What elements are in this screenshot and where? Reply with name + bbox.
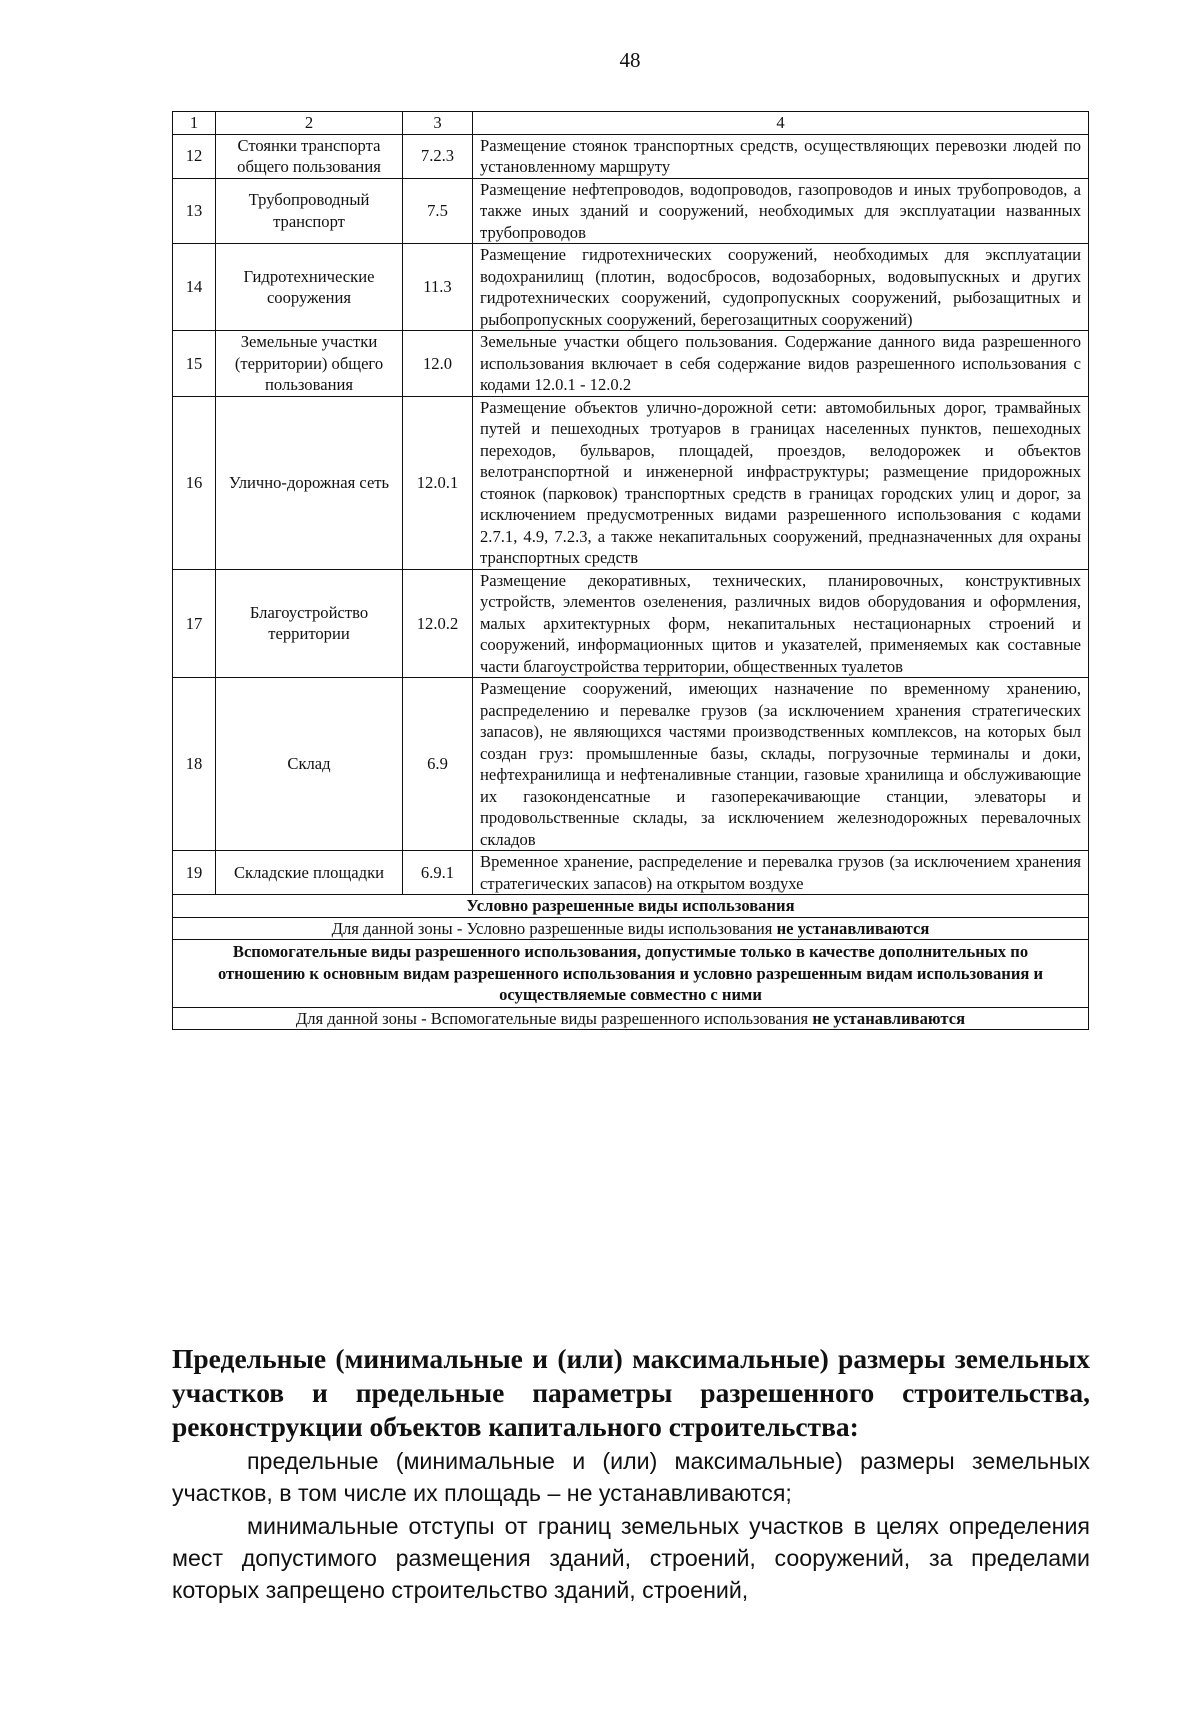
use-type-description: Размещение гидротехнических сооружений, необходимых для эксплуатации водохранилищ (плотин, водосбросов, водозаборных, водовыпускных и других гидротехнических сооружений, судопропускных сооружений, рыбозащитных и рыбопропускных сооружений, берегозащитных сооружений) (473, 244, 1089, 331)
use-type-name: Улично-дорожная сеть (216, 396, 403, 569)
table-row (173, 331, 1089, 397)
row-number: 19 (173, 851, 216, 895)
use-type-code: 12.0.1 (403, 396, 473, 569)
use-type-name: Стоянки транспорта общего пользования (216, 134, 403, 178)
row-number: 16 (173, 396, 216, 569)
table-row (173, 178, 1089, 244)
row-number: 17 (173, 569, 216, 678)
paragraph-setbacks: минимальные отступы от границ земельных участков в целях определения мест допустимого размещения зданий, строений, сооружений, за пределами которых запрещено строительство зданий, строений, (172, 1513, 1090, 1603)
header-cell: 2 (216, 112, 403, 135)
use-type-code: 6.9.1 (403, 851, 473, 895)
land-use-table (172, 111, 1089, 1030)
conditional-uses-title-row (173, 895, 1089, 918)
table-row (173, 244, 1089, 331)
use-type-code: 7.2.3 (403, 134, 473, 178)
conditional-uses-title: Условно разрешенные виды использования (173, 895, 1089, 918)
use-type-description: Размещение стоянок транспортных средств, осуществляющих перевозки людей по установленному маршруту (473, 134, 1089, 178)
header-cell: 1 (173, 112, 216, 135)
use-type-description: Земельные участки общего пользования. Содержание данного вида разрешенного использования включает в себя содержание видов разрешенного использования с кодами 12.0.1 - 12.0.2 (473, 331, 1089, 397)
use-type-name: Гидротехнические сооружения (216, 244, 403, 331)
auxiliary-uses-note (173, 1007, 1089, 1030)
use-type-description: Размещение объектов улично-дорожной сети: автомобильных дорог, трамвайных путей и пешеходных тротуаров в границах населенных пунктов, пешеходных переходов, бульваров, площадей, проездов, велодорожек и объектов велотранспортной и инженерной инфраструктуры; размещение придорожных стоянок (парковок) транспортных средств в границах городских улиц и дорог, за исключением предусмотренных видами разрешенного использования с кодами 2.7.1, 4.9, 7.2.3, а также некапитальных сооружений, предназначенных для охраны транспортных средств (473, 396, 1089, 569)
use-type-code: 6.9 (403, 678, 473, 851)
conditional-uses-note-text: Для данной зоны - Условно разрешенные виды использования (331, 918, 777, 938)
use-type-name: Благоустройство территории (216, 569, 403, 678)
paragraph-plot-sizes: предельные (минимальные и (или) максимальные) размеры земельных участков, в том числе их площадь – не устанавливаются; (172, 1448, 1090, 1506)
conditional-uses-note-emphasis: не устанавливаются (776, 918, 930, 938)
row-number: 13 (173, 178, 216, 244)
use-type-description: Размещение декоративных, технических, планировочных, конструктивных устройств, элементов озеленения, различных видов оборудования и оформления, малых архитектурных форм, некапитальных нестационарных строений и сооружений, информационных щитов и указателей, применяемых как составные части благоустройства территории, общественных туалетов (473, 569, 1089, 678)
auxiliary-uses-note-row (173, 1007, 1089, 1030)
use-type-description: Размещение нефтепроводов, водопроводов, газопроводов и иных трубопроводов, а также иных зданий и сооружений, необходимых для эксплуатации названных трубопроводов (473, 178, 1089, 244)
use-type-code: 7.5 (403, 178, 473, 244)
auxiliary-uses-title-row (173, 940, 1089, 1008)
use-type-description: Временное хранение, распределение и перевалка грузов (за исключением хранения стратегических запасов) на открытом воздухе (473, 851, 1089, 895)
table-row (173, 134, 1089, 178)
row-number: 15 (173, 331, 216, 397)
page-number: 48 (619, 48, 641, 72)
conditional-uses-note (173, 917, 1089, 940)
table-row (173, 678, 1089, 851)
conditional-uses-note-row (173, 917, 1089, 940)
use-type-code: 12.0 (403, 331, 473, 397)
table-row (173, 569, 1089, 678)
table-header-row (173, 112, 1089, 135)
use-type-name: Склад (216, 678, 403, 851)
use-type-description: Размещение сооружений, имеющих назначение по временному хранению, распределению и перевалке грузов (за исключением хранения стратегических запасов), не являющихся частями производственных комплексов, на которых был создан груз: промышленные базы, склады, погрузочные терминалы и доки, нефтехранилища и нефтеналивные станции, газовые хранилища и обслуживающие их газоконденсатные и газоперекачивающие станции, элеваторы и продовольственные склады, за исключением железнодорожных перевалочных складов (473, 678, 1089, 851)
row-number: 12 (173, 134, 216, 178)
table-row (173, 851, 1089, 895)
use-type-name: Трубопроводный транспорт (216, 178, 403, 244)
row-number: 14 (173, 244, 216, 331)
use-type-name: Складские площадки (216, 851, 403, 895)
auxiliary-uses-note-text: Для данной зоны - Вспомогательные виды разрешенного использования (295, 1008, 813, 1028)
section-heading: Предельные (минимальные и (или) максимальные) размеры земельных участков и предельные параметры разрешенного строительства, реконструкции объектов капитального строительства: (172, 1343, 1090, 1442)
row-number: 18 (173, 678, 216, 851)
header-cell: 3 (403, 112, 473, 135)
auxiliary-uses-title: Вспомогательные виды разрешенного использования, допустимые только в качестве дополнительных по отношению к основным видам разрешенного использования и условно разрешенным видам использования и осуществляемые совместно с ними (173, 940, 1089, 1008)
use-type-code: 12.0.2 (403, 569, 473, 678)
header-cell: 4 (473, 112, 1089, 135)
table-row (173, 396, 1089, 569)
auxiliary-uses-note-emphasis: не устанавливаются (812, 1008, 966, 1028)
use-type-name: Земельные участки (территории) общего пользования (216, 331, 403, 397)
use-type-code: 11.3 (403, 244, 473, 331)
